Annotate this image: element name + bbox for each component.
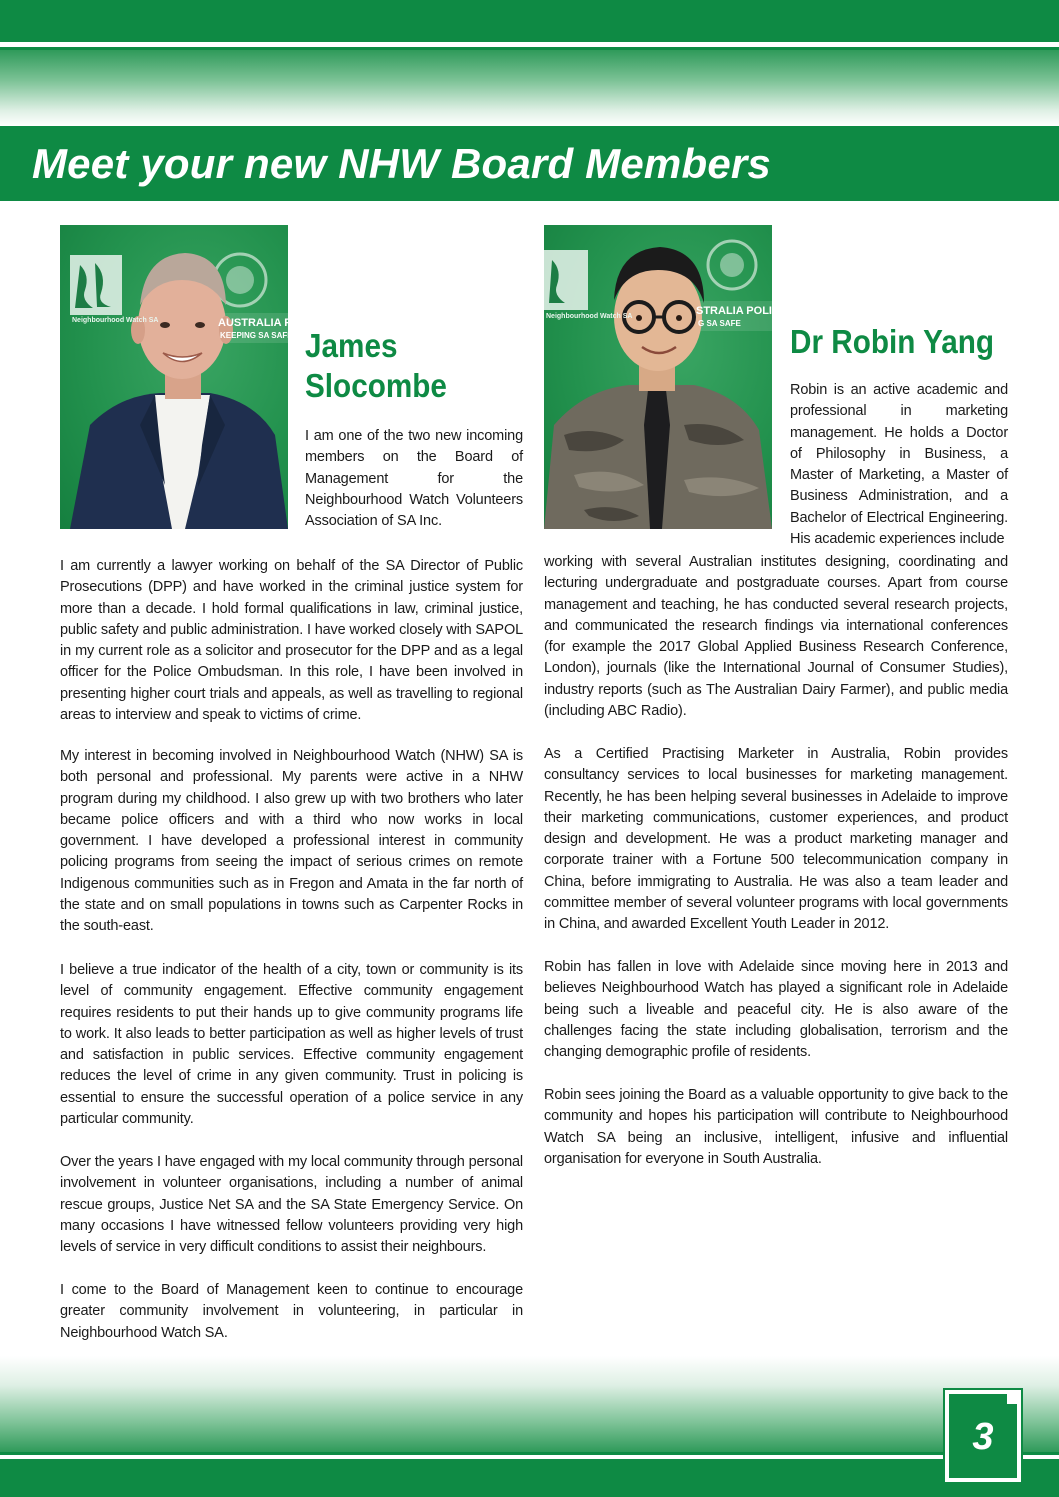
page-title: Meet your new NHW Board Members [32, 140, 771, 187]
page-number: 3 [972, 1416, 994, 1458]
photo-banner-line2: KEEPING SA SAFE [220, 331, 293, 340]
header-top-band [0, 0, 1059, 42]
photo-banner-line2: G SA SAFE [698, 319, 741, 328]
james-paragraph-1: I am currently a lawyer working on behalf of the SA Director of Public Prosecutions (DPP) and have worked in the criminal justice system for more than a decade. I hold formal qualifications in law, criminal justice, public safety and public administration. I have worked closely with SAPOL in my current role as a solicitor and prosecutor for the DPP and as a legal officer for the Police Ombudsman. In this role, I have been involved in presenting higher court trials and appeals, as well as travelling to regional areas to interview and speak to victims of crime. [60, 558, 523, 724]
photo-banner-line1: AUSTRALIA POL [218, 317, 307, 329]
member-name-james [305, 326, 447, 406]
robin-paragraph-4: Robin sees joining the Board as a valuable opportunity to give back to the community and hopes his participation will contribute to Neighbourhood Watch SA being an inclusive, intelligent, infusive and influential organisation for everyone in South Australia. [544, 1087, 1008, 1167]
member-photo-robin [544, 225, 788, 529]
member-name-robin: Dr Robin Yang [790, 323, 995, 360]
robin-paragraph-1: working with several Australian institutes designing, coordinating and lecturing undergraduate and postgraduate courses. Apart from course management and teaching, he has conducted several research projects, and communicated the research findings via international conferences (for example the 2017 Global Applied Business Research Conference, London), journals (like the International Journal of Consumer Studies), industry reports (such as The Australian Dairy Farmer), and public media (including ABC Radio). [544, 554, 1008, 720]
footer-gradient [0, 1356, 1059, 1452]
name-first: James [305, 327, 398, 364]
photo-banner-line1: STRALIA POLICE [696, 305, 788, 317]
header-gradient [0, 50, 1059, 126]
portrait-illustration [60, 225, 288, 529]
page-number-badge [945, 1390, 1021, 1482]
james-paragraph-4: Over the years I have engaged with my local community through personal involvement in volunteer organisations, including a number of animal rescue groups, Justice Net SA and the SA State Emergency Service. On many occasions I have witnessed fellow volunteers providing very high levels of service in very difficult conditions to assist their neighbours. [60, 1154, 523, 1256]
portrait-illustration [544, 225, 772, 529]
robin-paragraph-2: As a Certified Practising Marketer in Australia, Robin provides consultancy services to local businesses for marketing management. Recently, he has been helping several businesses in Adelaide to improve their marketing communications, customer experiences, and product design and development. He was a product marketing manager and corporate trainer with a Fortune 500 telecommunication company in China, before immigrating to Australia. He was also a team leader and committee member of several volunteer programs with local governments in China, and awarded Excellent Youth Leader in 2012. [544, 746, 1008, 933]
footer-bottom-band [0, 1459, 1059, 1497]
member-photo-james [60, 225, 307, 529]
intro-robin: Robin is an active academic and professional in marketing management. He holds a Doctor of Philosophy in Business, a Master of Marketing, a Master of Business Administration, and a Bachelor of Electrical Engineering. His academic experiences include [790, 382, 1008, 548]
james-paragraph-3: I believe a true indicator of the health of a city, town or community is its level of community engagement. Effective community engagement requires residents to put their hands up to give community programs life to work. It also leads to better participation as well as higher levels of trust and satisfaction in public services. Effective community engagement reduces the level of crime in any given community. Trust in policing is essential to ensure the successful operation of a police service in any particular community. [60, 962, 523, 1128]
intro-james: I am one of the two new incoming members on the Board of Management for the Neighbourhood Watch Volunteers Association of SA Inc. [305, 428, 523, 530]
logo-caption: Neighbourhood Watch SA [72, 317, 159, 324]
james-paragraph-5: I come to the Board of Management keen to continue to encourage greater community involvement in volunteering, in particular in Neighbourhood Watch SA. [60, 1282, 523, 1341]
name-last: Slocombe [305, 367, 447, 404]
robin-paragraph-3: Robin has fallen in love with Adelaide since moving here in 2013 and believes Neighbourhood Watch has played a significant role in Adelaide being such a liveable and peaceful city. He is also aware of the challenges facing the state including globalisation, terrorism and the changing demographic profile of residents. [544, 959, 1008, 1061]
james-paragraph-2: My interest in becoming involved in Neighbourhood Watch (NHW) SA is both personal and professional. My parents were active in a NHW program during my childhood. I also grew up with two brothers who later became police officers and with a third who now works in local government. I have developed a professional interest in community policing programs from seeing the impact of serious crimes on remote Indigenous communities such as in Fregon and Amata in the far north of the state and on small populations in towns such as Carpenter Rocks in the south-east. [60, 748, 523, 935]
logo-caption: Neighbourhood Watch SA [546, 313, 633, 320]
